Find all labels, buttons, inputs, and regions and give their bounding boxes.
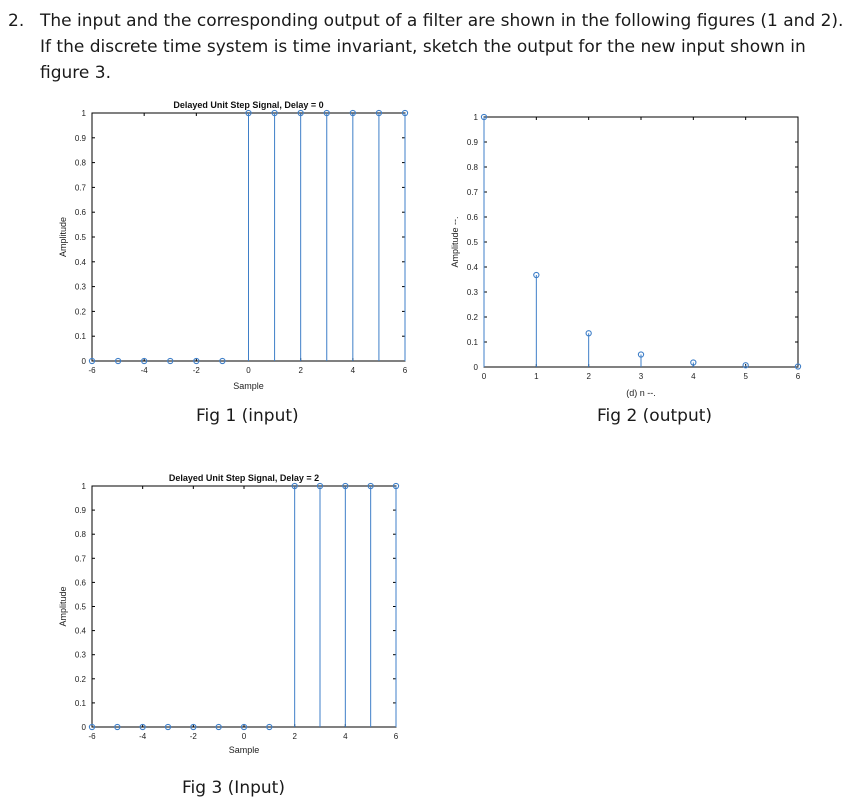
y-tick-label: 0.8: [74, 530, 86, 540]
x-tick-label: 4: [350, 366, 356, 375]
question-number: 2.: [8, 11, 25, 31]
y-tick-label: 0.8: [466, 163, 478, 172]
x-tick-label: 2: [586, 372, 591, 381]
x-tick-label: -4: [140, 366, 148, 375]
y-tick-label: 0.2: [74, 674, 86, 684]
x-tick-label: 6: [393, 732, 399, 741]
y-tick-label: 0.1: [74, 698, 86, 708]
x-tick-label: 4: [343, 732, 348, 741]
y-tick-label: 0.1: [74, 332, 86, 342]
x-tick-label: 2: [292, 732, 297, 741]
x-tick-label: 5: [743, 372, 748, 381]
x-tick-label: 2: [298, 366, 303, 375]
y-tick-label: 1: [81, 482, 86, 491]
x-tick-label: -6: [88, 732, 96, 741]
x-tick-label: -4: [139, 732, 147, 741]
y-axis-label: Amplitude: [58, 586, 68, 627]
y-tick-label: 0.9: [74, 506, 86, 516]
y-tick-label: 0.6: [466, 213, 478, 222]
y-tick-label: 0.4: [74, 257, 86, 267]
y-tick-label: 1: [81, 109, 86, 118]
x-tick-label: 0: [241, 732, 247, 741]
x-axis-label: (d) n --.: [626, 388, 656, 398]
x-tick-label: 0: [481, 372, 487, 381]
y-axis-label: Amplitude --.: [450, 216, 460, 268]
y-tick-label: 1: [473, 113, 478, 122]
x-tick-label: 4: [691, 372, 696, 381]
y-axis-label: Amplitude: [58, 216, 68, 258]
x-tick-label: 3: [638, 372, 644, 381]
fig1-caption: Fig 1 (input): [196, 406, 299, 426]
y-tick-label: 0.3: [74, 650, 86, 660]
x-tick-label: -2: [189, 732, 197, 741]
y-tick-label: 0: [81, 723, 86, 732]
y-tick-label: 0.2: [74, 307, 86, 317]
y-tick-label: 0.9: [466, 138, 478, 147]
y-tick-label: 0.3: [74, 282, 86, 292]
y-tick-label: 0.6: [74, 578, 86, 588]
y-tick-label: 0.7: [466, 188, 478, 197]
x-tick-label: -6: [88, 366, 96, 375]
y-tick-label: 0.7: [74, 183, 86, 193]
y-tick-label: 0.3: [466, 288, 478, 297]
y-tick-label: 0.5: [466, 238, 478, 247]
x-axis-label: Sample: [233, 381, 264, 391]
x-tick-label: -2: [192, 366, 200, 375]
y-tick-label: 0.4: [466, 263, 478, 272]
y-tick-label: 0.6: [74, 208, 86, 218]
y-tick-label: 0.5: [74, 602, 86, 612]
fig3-caption: Fig 3 (Input): [182, 778, 285, 798]
y-tick-label: 0.9: [74, 133, 86, 143]
plot-area-box: [92, 486, 396, 727]
fig2-caption: Fig 2 (output): [597, 406, 713, 426]
y-tick-label: 0.4: [74, 626, 86, 636]
x-tick-label: 6: [402, 366, 408, 375]
y-tick-label: 0.2: [466, 313, 478, 322]
y-tick-label: 0.7: [74, 554, 86, 564]
y-tick-label: 0: [81, 357, 86, 366]
y-tick-label: 0.1: [466, 338, 478, 347]
y-tick-label: 0.5: [74, 233, 86, 242]
question-text: The input and the corresponding output of a filter are shown in the following figures (1 and 2). If the discrete time system is time invariant, sketch the output for the new input shown in figure 3.: [40, 11, 844, 83]
chart-title: Delayed Unit Step Signal, Delay = 2: [168, 473, 320, 483]
x-tick-label: 1: [534, 372, 539, 381]
x-tick-label: 0: [246, 366, 251, 375]
y-tick-label: 0.8: [74, 158, 86, 168]
chart-title: Delayed Unit Step Signal, Delay = 0: [173, 100, 324, 110]
y-tick-label: 0: [473, 363, 478, 372]
x-axis-label: Sample: [228, 745, 260, 755]
x-tick-label: 6: [795, 372, 801, 381]
